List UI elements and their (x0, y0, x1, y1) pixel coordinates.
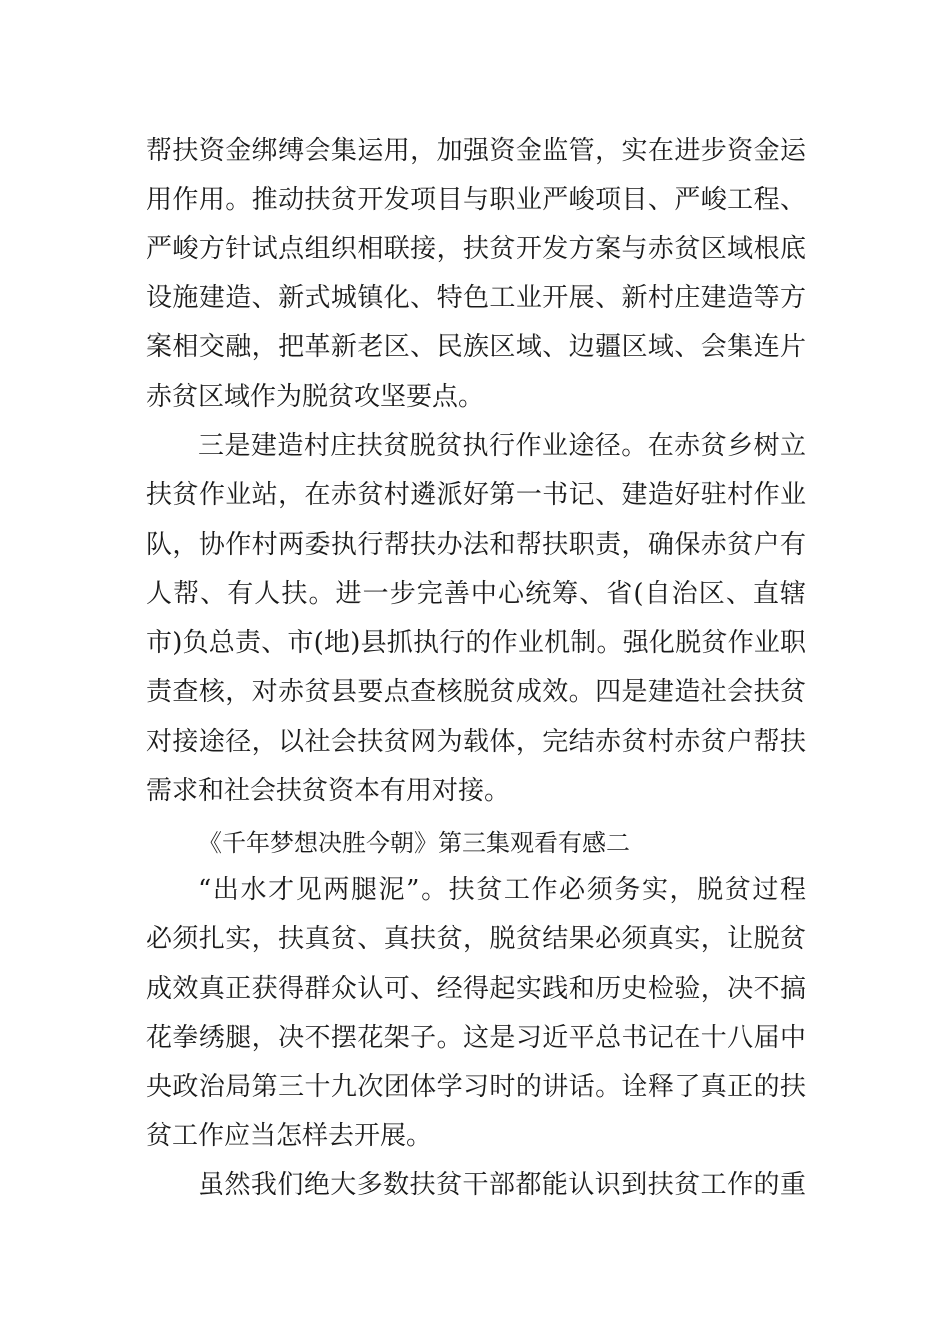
paragraph-line: 市)负总责、市(地)县抓执行的作业机制。强化脱贫作业职 (146, 628, 806, 658)
paragraph-line: 队，协作村两委执行帮扶办法和帮扶职责，确保赤贫户有 (146, 530, 806, 560)
paragraph-line: 成效真正获得群众认可、经得起实践和历史检验，决不搞 (146, 974, 806, 1004)
paragraph-line: 用作用。推动扶贫开发项目与职业严峻项目、严峻工程、 (146, 185, 806, 215)
paragraph-line: 人帮、有人扶。进一步完善中心统筹、省(自治区、直辖 (146, 579, 806, 609)
section-heading: 《千年梦想决胜今朝》第三集观看有感二 (198, 829, 630, 857)
paragraph-line: 案相交融，把革新老区、民族区域、边疆区域、会集连片 (146, 332, 806, 362)
paragraph-line: 必须扎实，扶真贫、真扶贫，脱贫结果必须真实，让脱贫 (146, 924, 806, 954)
paragraph-line: 扶贫作业站，在赤贫村遴派好第一书记、建造好驻村作业 (146, 480, 806, 510)
paragraph-line: 央政治局第三十九次团体学习时的讲话。诠释了真正的扶 (146, 1072, 806, 1102)
paragraph-line: 帮扶资金绑缚会集运用，加强资金监管，实在进步资金运 (146, 136, 806, 166)
paragraph-line: 花拳绣腿，决不摆花架子。这是习近平总书记在十八届中 (146, 1023, 806, 1053)
paragraph-line: 严峻方针试点组织相联接，扶贫开发方案与赤贫区域根底 (146, 234, 806, 264)
paragraph-line: 需求和社会扶贫资本有用对接。 (146, 776, 511, 806)
paragraph-line: 对接途径，以社会扶贫网为载体，完结赤贫村赤贫户帮扶 (146, 727, 806, 757)
paragraph-line: 责查核，对赤贫县要点查核脱贫成效。四是建造社会扶贫 (146, 677, 806, 707)
paragraph-line: 赤贫区域作为脱贫攻坚要点。 (146, 382, 485, 412)
paragraph-line: 虽然我们绝大多数扶贫干部都能认识到扶贫工作的重 (198, 1170, 806, 1200)
paragraph-line: “出水才见两腿泥”。扶贫工作必须务实，脱贫过程 (198, 875, 806, 905)
paragraph-line: 设施建造、新式城镇化、特色工业开展、新村庄建造等方 (146, 283, 806, 313)
paragraph-line: 三是建造村庄扶贫脱贫执行作业途径。在赤贫乡树立 (198, 431, 806, 461)
paragraph-line: 贫工作应当怎样去开展。 (146, 1121, 433, 1151)
